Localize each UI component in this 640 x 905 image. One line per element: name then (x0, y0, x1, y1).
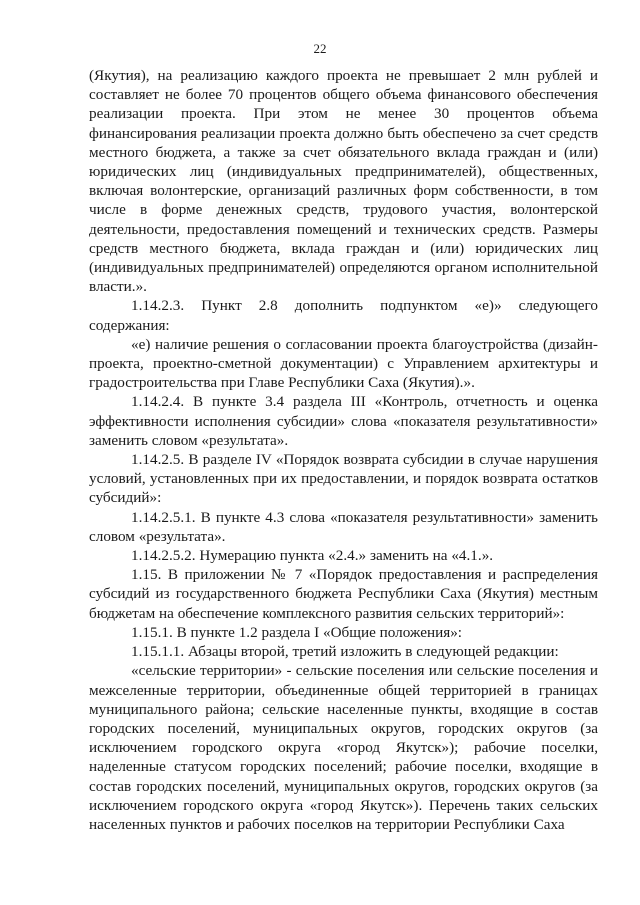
paragraph-continuation: (Якутия), на реализацию каждого проекта не превышает 2 млн рублей и составляет не более 70 процентов общего объема финансового обеспечения реализации проекта. При этом не менее 30 процентов объема финансирования реализации проекта должно быть обеспечено за счет средств местного бюджета, а также за счет обязательного вклада граждан и (или) юридических лиц (индивидуальных предпринимателей), общественных, включая волонтерские, организаций различных форм собственности, в том числе в форме денежных средств, трудового участия, волонтерской деятельности, предоставления помещений и технических средств. Размеры средств местного бюджета, вклада граждан и (или) юридических лиц (индивидуальных предпринимателей) определяются органом исполнительной власти.». (89, 67, 598, 296)
paragraph-1-15-1-1: 1.15.1.1. Абзацы второй, третий изложить в следующей редакции: (131, 643, 559, 661)
paragraph-1-14-2-5-2: 1.14.2.5.2. Нумерацию пункта «2.4.» заменить на «4.1.». (131, 547, 494, 565)
paragraph-1-14-2-5-1: 1.14.2.5.1. В пункте 4.3 слова «показателя результативности» заменить словом «результата». (89, 508, 598, 545)
paragraph-subpoint-e: «е) наличие решения о согласовании проекта благоустройства (дизайн-проекта, проектно-сметной документации) с Управлением архитектуры и градостроительства при Главе Республики Саха (Якутия).». (89, 335, 598, 392)
paragraph-1-15-1: 1.15.1. В пункте 1.2 раздела I «Общие положения»: (131, 623, 463, 641)
page-number: 22 (313, 41, 327, 56)
paragraph-1-14-2-5: 1.14.2.5. В разделе IV «Порядок возврата субсидии в случае нарушения условий, установленных при их предоставлении, и порядок возврата остатков субсидий»: (89, 451, 598, 507)
paragraph-rural-territories: «сельские территории» - сельские поселения или сельские поселения и межселенные территории, объединенные общей территорией в границах муниципального района; сельские населенные пункты, входящие в состав городских поселений, муниципальных округов, городских округов (за исключением городского округа «город Якутск»); рабочие поселки, наделенные статусом городских поселений; рабочие поселки, входящие в состав городских поселений, муниципальных округов, городских округов (за исключением городского округа «город Якутск»). Перечень таких сельских населенных пунктов и рабочих поселков на территории Республики Саха (89, 662, 598, 833)
paragraph-1-14-2-4: 1.14.2.4. В пункте 3.4 раздела III «Контроль, отчетность и оценка эффективности исполнения субсидии» слова «показателя результативности» заменить словом «результата». (89, 393, 598, 449)
paragraph-1-14-2-3: 1.14.2.3. Пункт 2.8 дополнить подпунктом «е)» следующего содержания: (89, 297, 598, 334)
paragraph-1-15: 1.15. В приложении № 7 «Порядок предоставления и распределения субсидий из государственного бюджета Республики Саха (Якутия) местным бюджетам на обеспечение комплексного развития сельских территорий»: (89, 566, 598, 622)
document-body (89, 66, 598, 834)
